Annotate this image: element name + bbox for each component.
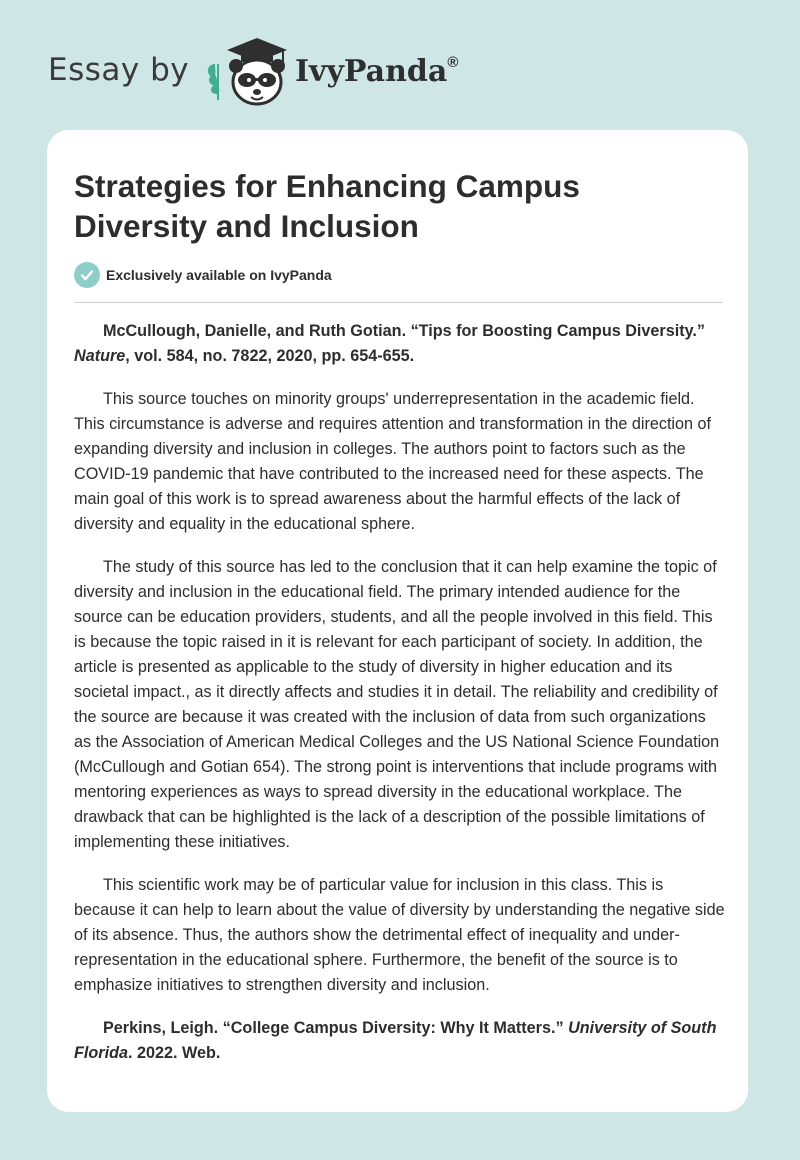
exclusive-badge [74,262,332,288]
site-header [48,34,508,114]
essay-card [47,130,748,1112]
panda-logo-icon[interactable] [203,34,289,110]
registered-mark: ® [447,54,459,71]
check-icon [74,262,100,288]
body-paragraph: The study of this source has led to the conclusion that it can help examine the topic of diversity and inclusion in the educational field. The primary intended audience for the source can be education providers, students, and all the people involved in this field. This is because the topic raised in it is relevant for each participant of society. In addition, the article is presented as applicable to the study of diversity in higher education and its societal impact., as it directly affects and studies it in detail. The reliability and credibility of the source are because it was created with the inclusion of data from such organizations as the Association of American Medical Colleges and the US National Science Foundation (McCullough and Gotian 654). The strong point is interventions that include programs with mentoring experiences as ways to spread diversity in the educational workplace. The drawback that can be highlighted is the lack of a description of the possible limitations of implementing these initiatives. [74,558,720,851]
essay-body [74,319,726,1084]
citation: Perkins, Leigh. “College Campus Diversity: Why It Matters.” University of South Florida. 2022. Web. [74,1019,717,1062]
body-paragraph: This source touches on minority groups' underrepresentation in the academic field. This circumstance is adverse and requires attention and transformation in the direction of expanding diversity and inclusion in colleges. The authors point to factors such as the COVID-19 pandemic that have contributed to the increased need for these aspects. The main goal of this work is to spread awareness about the harmful effects of the lack of diversity and equality in the educational sphere. [74,390,712,533]
brand-name[interactable]: IvyPanda® [295,54,459,89]
page-title: Strategies for Enhancing Campus Diversity and Inclusion [74,168,580,244]
divider [74,302,723,303]
citation: McCullough, Danielle, and Ruth Gotian. “Tips for Boosting Campus Diversity.” Nature, vol. 584, no. 7822, 2020, pp. 654-655. [74,322,705,365]
badge-label: Exclusively available on IvyPanda [106,267,332,283]
essay-by-label: Essay by [48,52,190,88]
body-paragraph: This scientific work may be of particular value for inclusion in this class. This is because it can help to learn about the value of diversity by understanding the negative side of its absence. Thus, the authors show the detrimental effect of inequality and under-representation in the educational sphere. Furthermore, the benefit of the source is to emphasize initiatives to strengthen diversity and inclusion. [74,876,725,994]
